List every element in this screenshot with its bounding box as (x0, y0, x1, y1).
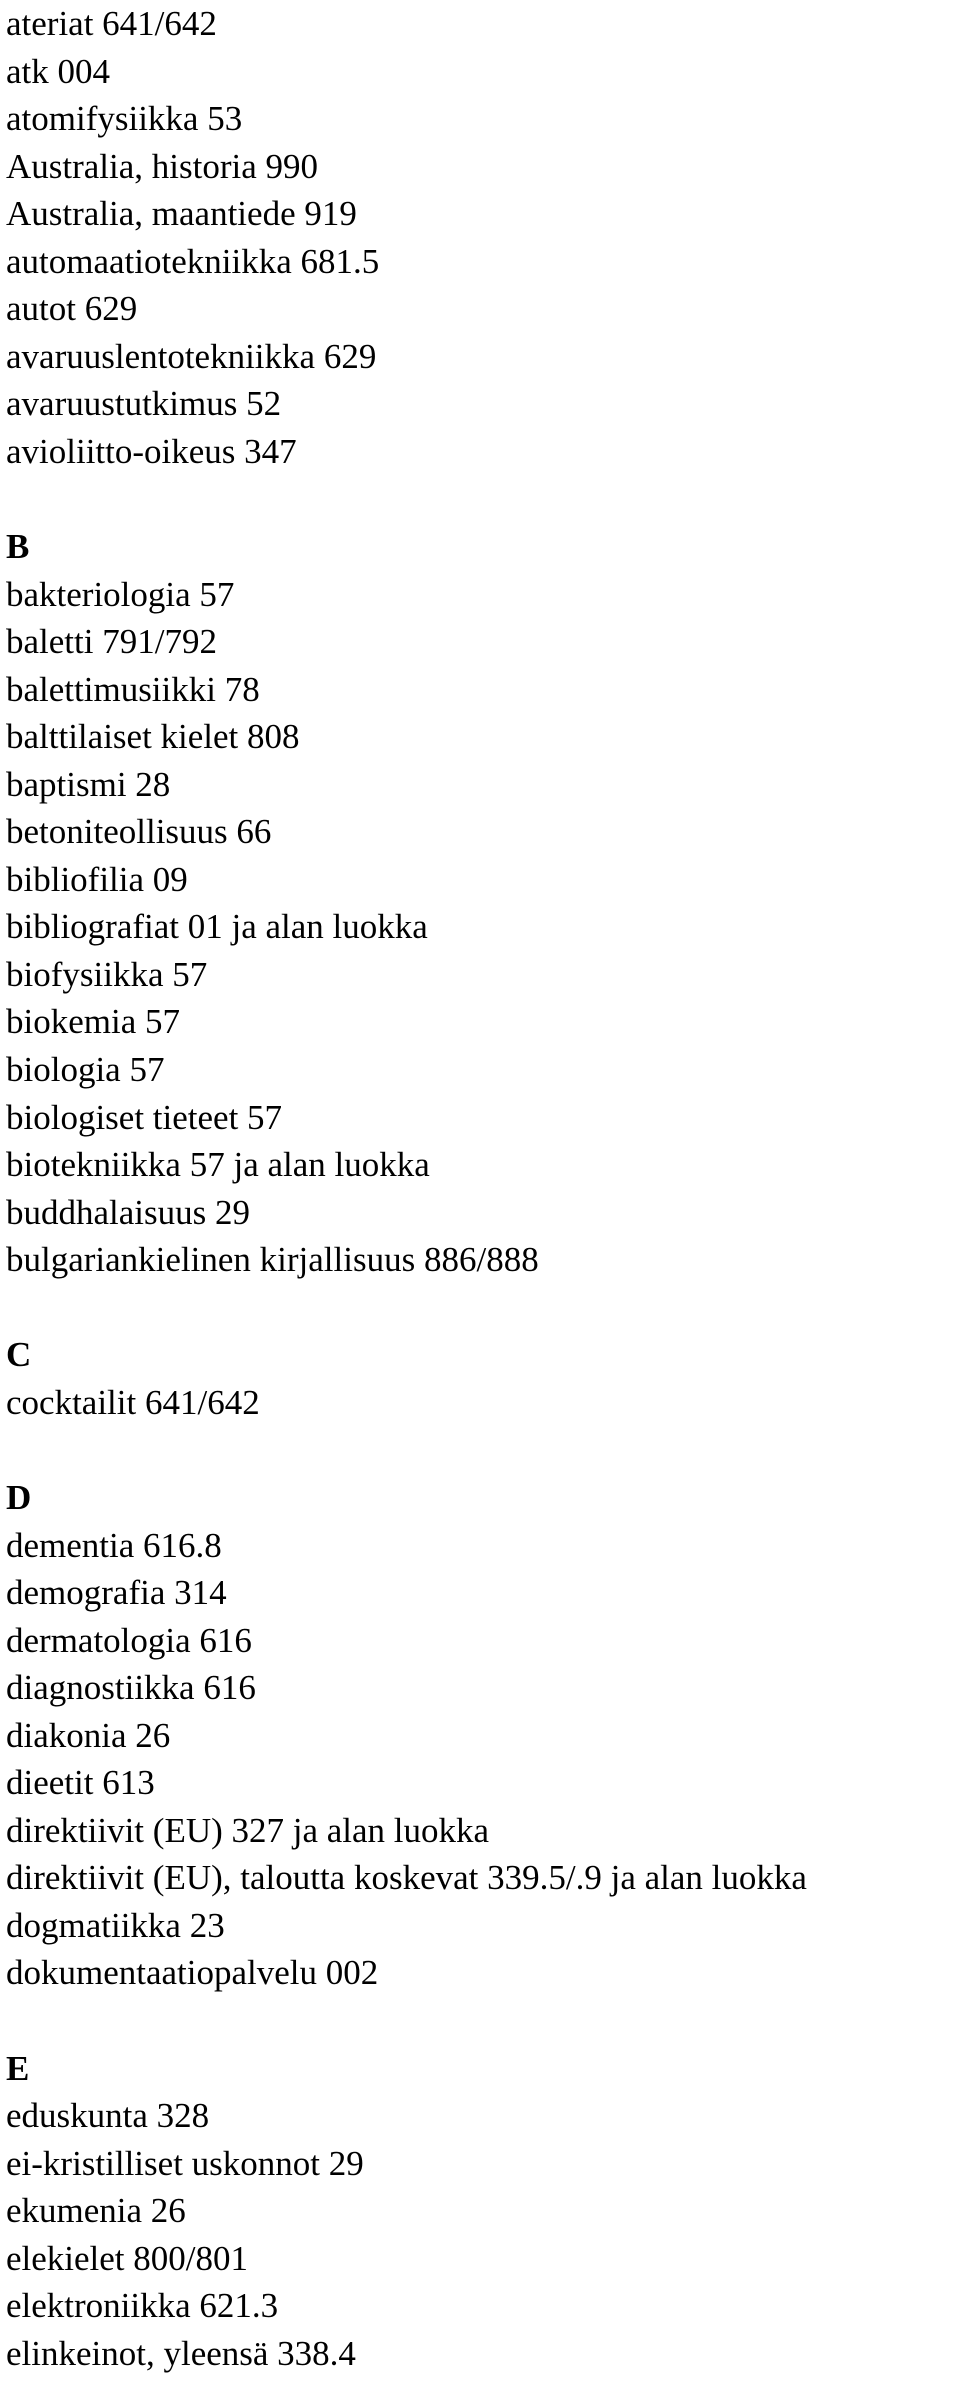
section-spacer (6, 1997, 956, 2045)
index-entry: biologia 57 (6, 1050, 165, 1090)
index-entry: atk 004 (6, 51, 111, 91)
subject-index (6, 0, 956, 2377)
index-entry: biologiset tieteet 57 (6, 1097, 283, 1137)
index-entry: diagnostiikka 616 (6, 1668, 256, 1708)
index-entry: automaatiotekniikka 681.5 (6, 241, 380, 281)
index-entry: cocktailit 641/642 (6, 1382, 260, 1422)
index-entry: biotekniikka 57 ja alan luokka (6, 1145, 430, 1185)
section-spacer (6, 1426, 956, 1474)
index-entry: dogmatiikka 23 (6, 1905, 225, 1945)
index-section (6, 0, 956, 475)
index-entry: dementia 616.8 (6, 1525, 222, 1565)
index-entry: baletti 791/792 (6, 622, 217, 662)
index-entry: bulgariankielinen kirjallisuus 886/888 (6, 1240, 539, 1280)
index-entry: ateriat 641/642 (6, 4, 217, 43)
index-entry: diakonia 26 (6, 1715, 171, 1755)
index-entry: biokemia 57 (6, 1002, 180, 1042)
index-entry: direktiivit (EU), taloutta koskevat 339.5/.9 ja alan luokka (6, 1858, 807, 1898)
section-spacer (6, 1284, 956, 1332)
index-entry: buddhalaisuus 29 (6, 1192, 251, 1232)
index-entry: avaruuslentotekniikka 629 (6, 336, 377, 376)
index-entry: elinkeinot, yleensä 338.4 (6, 2333, 356, 2373)
index-entry: eduskunta 328 (6, 2096, 210, 2136)
index-entry: balettimusiikki 78 (6, 669, 260, 709)
index-entry: dokumentaatiopalvelu 002 (6, 1953, 379, 1993)
index-entry: ei-kristilliset uskonnot 29 (6, 2143, 364, 2183)
index-entry: ekumenia 26 (6, 2191, 186, 2231)
index-entry: elekielet 800/801 (6, 2238, 249, 2278)
index-entry: bakteriologia 57 (6, 574, 235, 614)
section-letter-heading: D (6, 1477, 32, 1517)
index-entry: dermatologia 616 (6, 1620, 252, 1660)
index-entry: bibliografiat 01 ja alan luokka (6, 907, 428, 947)
index-entry: avioliitto-oikeus 347 (6, 431, 297, 471)
index-entry: atomifysiikka 53 (6, 99, 243, 139)
section-letter-heading: C (6, 1335, 32, 1375)
index-entry: autot 629 (6, 289, 138, 329)
section-spacer (6, 475, 956, 523)
index-entry: dieetit 613 (6, 1763, 155, 1803)
index-section (6, 475, 956, 1283)
index-entry: balttilaiset kielet 808 (6, 717, 300, 757)
index-entry: biofysiikka 57 (6, 954, 208, 994)
index-entry: bibliofilia 09 (6, 859, 188, 899)
index-entry: elektroniikka 621.3 (6, 2286, 279, 2326)
index-entry: Australia, maantiede 919 (6, 194, 357, 234)
index-entry: Australia, historia 990 (6, 146, 319, 186)
index-entry: avaruustutkimus 52 (6, 384, 282, 424)
index-section (6, 1997, 956, 2377)
index-section (6, 1284, 956, 1427)
index-entry: demografia 314 (6, 1573, 227, 1613)
index-entry: direktiivit (EU) 327 ja alan luokka (6, 1810, 490, 1850)
section-letter-heading: B (6, 527, 30, 567)
index-entry: betoniteollisuus 66 (6, 812, 272, 852)
section-letter-heading: E (6, 2048, 30, 2088)
index-section (6, 1426, 956, 1997)
index-entry: baptismi 28 (6, 764, 171, 804)
